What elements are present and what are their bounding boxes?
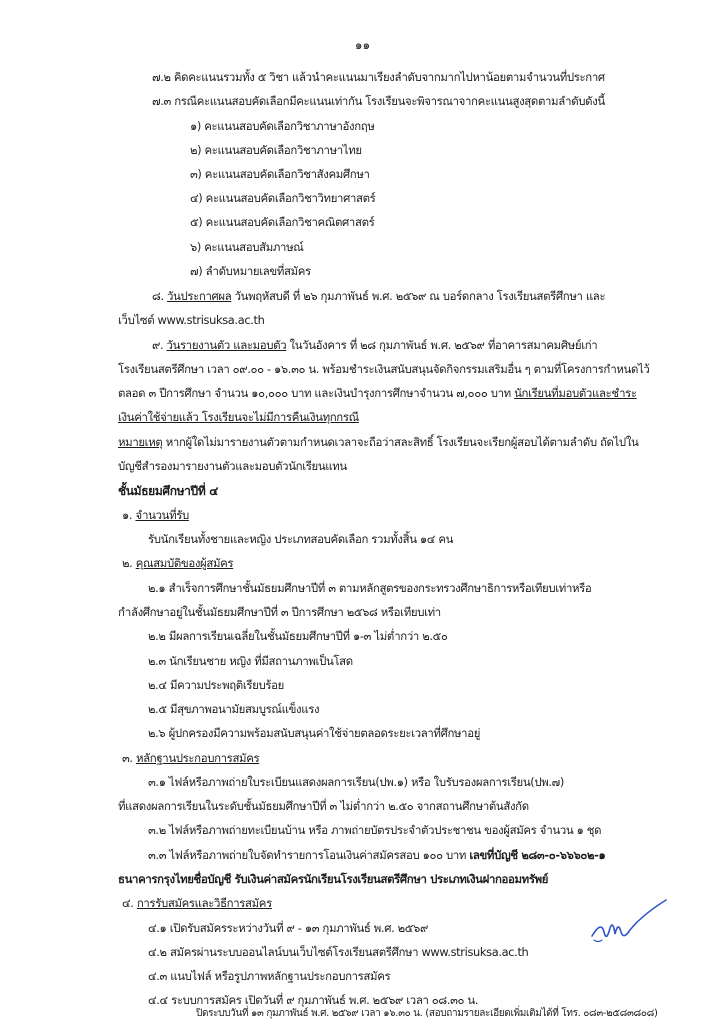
criteria-7-3: ๗.๓ กรณีคะแนนสอบคัดเลือกมีคะแนนเท่ากัน โรงเรียนจะพิจารณาจากคะแนนสูงสุดตามลำดับดังนี้ [152,94,605,108]
qualification-item: ๒.๔ มีความประพฤติเรียบร้อย [148,678,284,692]
application-item: ๔.๔ ระบบการสมัคร เปิดวันที่ ๙ กุมภาพันธ์ พ.ศ. ๒๕๖๙ เวลา ๐๘.๓๐ น. [148,993,479,1007]
report-text: โรงเรียนสตรีศึกษา เวลา ๐๙.๐๐ - ๑๖.๓๐ น. พร้อมชำระเงินสนับสนุนจัดกิจกรรมเสริมอื่น ๆ ตามที่โครงการกำหนดไว้ [118,362,650,376]
qualification-item: กำลังศึกษาอยู่ในชั้นมัธยมศึกษาปีที่ ๓ ปีการศึกษา ๒๕๖๘ หรือเทียบเท่า [118,605,441,619]
section-number: ๔. [122,896,134,910]
bank-account-name: ธนาคารกรุงไทยชื่อบัญชี รับเงินค่าสมัครนักเรียนโรงเรียนสตรีศึกษา ประเภทเงินฝากออมทรัพย์ [118,872,549,886]
tiebreak-item: ๔) คะแนนสอบคัดเลือกวิชาวิทยาศาสตร์ [190,191,376,205]
report-text: ในวันอังคาร ที่ ๒๘ กุมภาพันธ์ พ.ศ. ๒๕๖๙ ที่อาคารสมาคมศิษย์เก่า [289,338,598,352]
section-number: ๒. [122,556,133,570]
qualification-item: ๒.๒ มีผลการเรียนเฉลี่ยในชั้นมัธยมศึกษาปีที่ ๑-๓ ไม่ต่ำกว่า ๒.๕๐ [148,629,448,643]
application-title: การรับสมัครและวิธีการสมัคร [136,896,272,910]
payment-text: ๓.๓ ไฟล์หรือภาพถ่ายใบจัดทำรายการโอนเงินค่าสมัครสอบ ๑๐๐ บาท [148,848,470,862]
document-item: ที่แสดงผลการเรียนในระดับชั้นมัธยมศึกษาปีที่ ๓ ไม่ต่ำกว่า ๒.๕๐ จากสถานศึกษาต้นสังกัด [118,799,529,813]
qualifications-line [122,555,233,572]
application-item: ๔.๓ แนบไฟล์ หรือรูปภาพหลักฐานประกอบการสมัคร [148,969,391,983]
tiebreak-item: ๕) คะแนนสอบคัดเลือกวิชาคณิตศาสตร์ [190,215,375,229]
quota-title: จำนวนที่รับ [135,508,189,522]
announcement-title: วันประกาศผล [167,289,232,303]
application-line [122,895,272,912]
account-number: เลขที่บัญชี ๒๘๓-๐-๖๖๖๐๒-๑ [469,848,606,862]
page-number: ๑๑ [354,38,371,52]
quota-text: รับนักเรียนทั้งชายและหญิง ประเภทสอบคัดเลือก รวมทั้งสิ้น ๑๔ คน [148,532,454,546]
qualification-item: ๒.๖ ผู้ปกครองมีความพร้อมสนับสนุนค่าใช้จ่ายตลอดระยะเวลาที่ศึกษาอยู่ [148,726,481,740]
tiebreak-item: ๗) ลำดับหมายเลขที่สมัคร [190,264,311,278]
announcement-text: วันพฤหัสบดี ที่ ๒๖ กุมภาพันธ์ พ.ศ. ๒๕๖๙ ณ บอร์ดกลาง โรงเรียนสตรีศึกษา และ [234,289,606,303]
section-number: ๘. [152,289,164,303]
note-text: บัญชีสำรองมารายงานตัวและมอบตัวนักเรียนแทน [118,459,347,473]
documents-title: หลักฐานประกอบการสมัคร [136,751,260,765]
report-line [152,337,597,354]
criteria-7-2: ๗.๒ คิดคะแนนรวมทั้ง ๕ วิชา แล้วนำคะแนนมาเรียงลำดับจากมากไปหาน้อยตามจำนวนที่ประกาศ [152,70,605,84]
qualification-item: ๒.๓ นักเรียนชาย หญิง ที่มีสถานภาพเป็นโสด [148,654,353,668]
quota-line [122,507,189,524]
qualification-item: ๒.๕ มีสุขภาพอนามัยสมบูรณ์แข็งแรง [148,702,320,716]
application-close: ปิดระบบวันที่ ๑๓ กุมภาพันธ์ พ.ศ. ๒๕๖๙ เวลา ๑๖.๓๐ น. (สอบถามรายละเอียดเพิ่มเติมได้ที่ โทร. ๐๘๓-๒๕๘๓๘๐๘) [196,1008,658,1019]
no-refund-notice: เงินค่าใช้จ่ายแล้ว โรงเรียนจะไม่มีการคืนเงินทุกกรณี [118,410,359,424]
no-refund-notice: นักเรียนที่มอบตัวและชำระ [514,386,637,400]
qualifications-title: คุณสมบัติของผู้สมัคร [135,556,234,570]
section-number: ๙. [152,338,164,352]
note-label: หมายเหตุ [118,435,163,449]
report-fees-line [118,385,637,402]
payment-line [148,847,605,864]
tiebreak-item: ๒) คะแนนสอบคัดเลือกวิชาภาษาไทย [190,143,362,157]
announcement-line [152,288,605,305]
signature-icon [588,896,668,954]
announcement-website: เว็บไซต์ www.strisuksa.ac.th [118,313,265,327]
tiebreak-item: ๑) คะแนนสอบคัดเลือกวิชาภาษาอังกฤษ [190,119,375,133]
note-line [118,434,638,451]
documents-line [122,750,259,767]
application-item: ๔.๒ สมัครผ่านระบบออนไลน์บนเว็บไซต์โรงเรียนสตรีศึกษา www.strisuksa.ac.th [148,945,529,959]
document-item: ๓.๑ ไฟล์หรือภาพถ่ายใบระเบียนแสดงผลการเรียน(ปพ.๑) หรือ ใบรับรองผลการเรียน(ปพ.๗) [148,775,564,789]
tiebreak-item: ๖) คะแนนสอบสัมภาษณ์ [190,240,304,254]
tiebreak-item: ๓) คะแนนสอบคัดเลือกวิชาสังคมศึกษา [190,167,370,181]
grade-heading: ชั้นมัธยมศึกษาปีที่ ๔ [118,484,218,498]
section-number: ๑. [122,508,133,522]
qualification-item: ๒.๑ สำเร็จการศึกษาชั้นมัธยมศึกษาปีที่ ๓ ตามหลักสูตรของกระทรวงศึกษาธิการหรือเทียบเท่าหรือ [148,581,592,595]
application-item: ๔.๑ เปิดรับสมัครระหว่างวันที่ ๙ - ๑๓ กุมภาพันธ์ พ.ศ. ๒๕๖๙ [148,921,428,935]
note-text: หากผู้ใดไม่มารายงานตัวตามกำหนดเวลาจะถือว่าสละสิทธิ์ โรงเรียนจะเรียกผู้สอบได้ตามลำดับ ถัดไปใน [162,435,639,449]
report-fees: ตลอด ๓ ปีการศึกษา จำนวน ๑๐,๐๐๐ บาท และเงินบำรุงการศึกษาจำนวน ๗,๐๐๐ บาท [118,386,515,400]
section-number: ๓. [122,751,133,765]
document-item: ๓.๒ ไฟล์หรือภาพถ่ายทะเบียนบ้าน หรือ ภาพถ่ายบัตรประจำตัวประชาชน ของผู้สมัคร จำนวน ๑ ชุด [148,823,602,837]
report-title: วันรายงานตัว และมอบตัว [166,338,287,352]
